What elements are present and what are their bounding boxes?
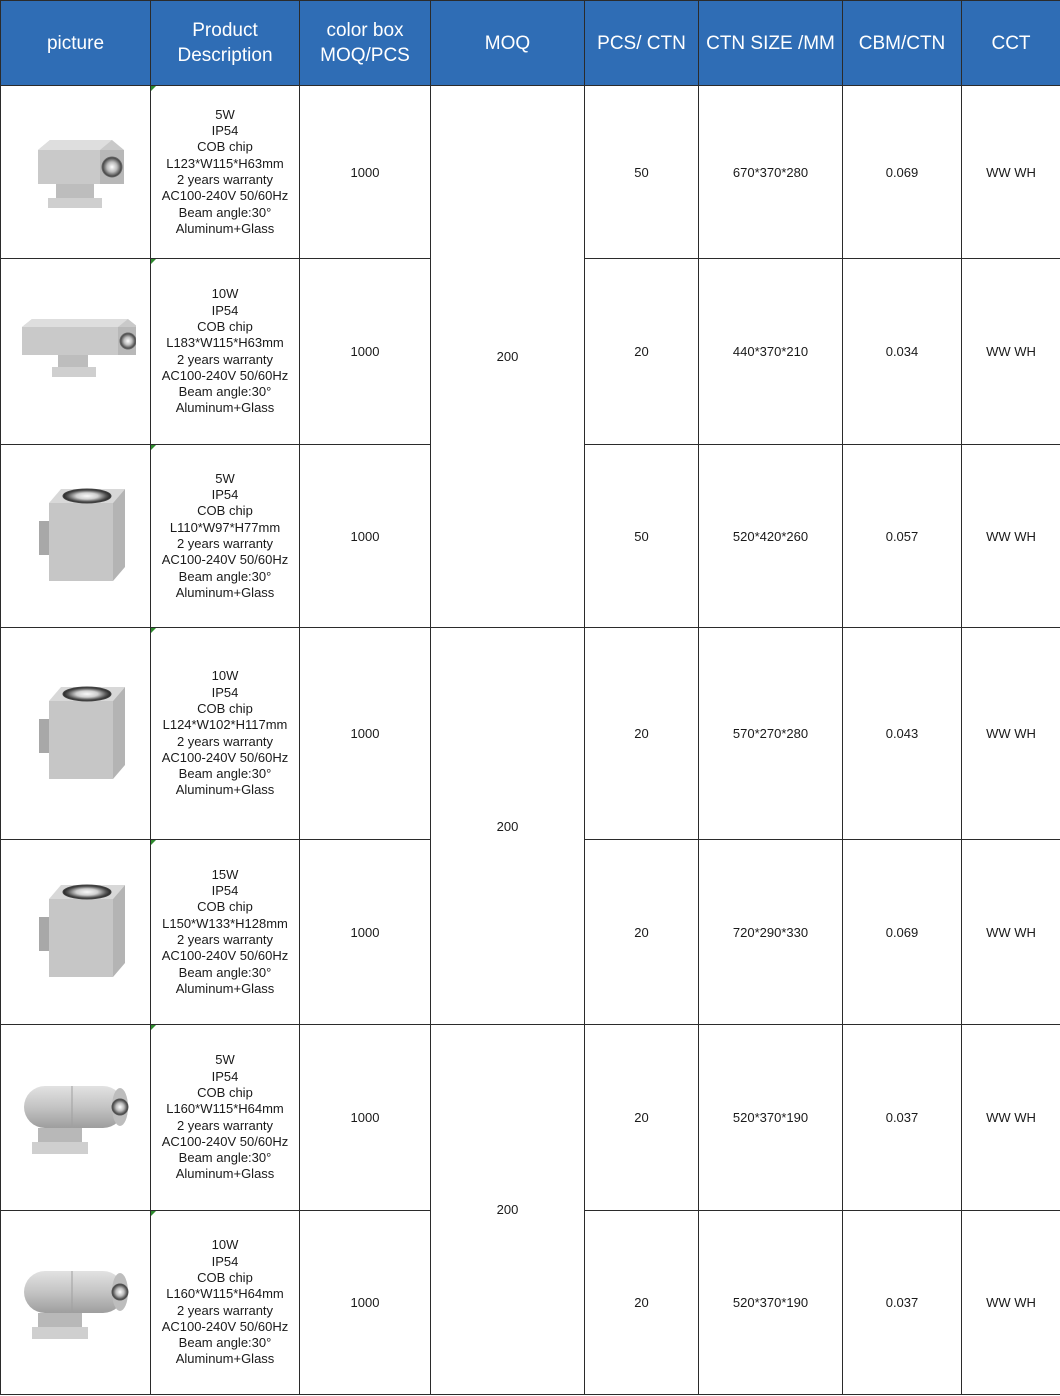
description-line: AC100-240V 50/60Hz xyxy=(161,749,289,765)
color-box-moq-cell: 1000 xyxy=(300,840,431,1025)
description-lines xyxy=(151,286,299,416)
description-line: L160*W115*H64mm xyxy=(166,1101,284,1117)
description-line: 10W xyxy=(211,668,239,684)
product-description-cell xyxy=(151,1211,300,1395)
header-picture-label: picture xyxy=(46,32,105,54)
product-row xyxy=(1,628,1060,840)
header-color-box-line-1: color box xyxy=(326,20,404,41)
pcs-ctn-cell: 20 xyxy=(585,1025,699,1211)
cbm-ctn-cell: 0.069 xyxy=(843,840,962,1025)
header-color-box-line-2: MOQ/PCS xyxy=(320,45,410,66)
ctn-size-cell: 520*370*190 xyxy=(699,1025,843,1211)
cbm-ctn-cell: 0.043 xyxy=(843,628,962,840)
product-row xyxy=(1,86,1060,259)
description-line: IP54 xyxy=(211,684,239,700)
product-picture-cell xyxy=(1,259,151,445)
description-line: Aluminum+Glass xyxy=(175,400,275,416)
header-moq-label: MOQ xyxy=(484,32,531,54)
description-line: L160*W115*H64mm xyxy=(166,1286,284,1302)
header-ctn-label: CTN SIZE /MM xyxy=(706,32,835,54)
description-line: 5W xyxy=(215,470,235,486)
cct-cell: WW WH xyxy=(962,445,1060,628)
color-box-moq-cell: 1000 xyxy=(300,1211,431,1395)
description-line: AC100-240V 50/60Hz xyxy=(161,1133,289,1149)
description-line: Beam angle:30° xyxy=(178,1150,272,1166)
header-pcs-ctn xyxy=(585,1,699,86)
description-line: COB chip xyxy=(197,318,253,334)
description-lines xyxy=(151,107,299,237)
ctn-size-cell: 520*370*190 xyxy=(699,1211,843,1395)
header-row xyxy=(1,1,1060,86)
header-description-line-2: Description xyxy=(177,45,273,66)
description-line: 15W xyxy=(211,866,239,882)
header-description-line-1: Product xyxy=(192,20,258,41)
header-cbm-label: CBM/CTN xyxy=(858,32,946,54)
description-line: Aluminum+Glass xyxy=(175,1166,275,1182)
product-description-cell xyxy=(151,259,300,445)
comment-marker xyxy=(151,86,156,91)
description-line: L183*W115*H63mm xyxy=(166,335,284,351)
pcs-ctn-cell: 50 xyxy=(585,86,699,259)
description-line: IP54 xyxy=(211,883,239,899)
color-box-moq-cell: 1000 xyxy=(300,259,431,445)
pcs-ctn-cell: 20 xyxy=(585,840,699,1025)
moq-cell: 200 xyxy=(431,86,585,628)
description-lines xyxy=(151,1237,299,1367)
description-line: IP54 xyxy=(211,123,239,139)
pcs-ctn-cell: 20 xyxy=(585,259,699,445)
description-line: Aluminum+Glass xyxy=(175,1351,275,1367)
description-line: 2 years warranty xyxy=(176,733,274,749)
description-line: Aluminum+Glass xyxy=(175,220,275,236)
cylinder-up-down-wall-light-icon xyxy=(1,1253,150,1353)
description-line: 2 years warranty xyxy=(176,1302,274,1318)
product-description-cell xyxy=(151,840,300,1025)
ctn-size-cell: 520*420*260 xyxy=(699,445,843,628)
description-lines xyxy=(151,867,299,997)
product-picture-cell xyxy=(1,86,151,259)
product-picture-cell xyxy=(1,445,151,628)
ctn-size-cell: 720*290*330 xyxy=(699,840,843,1025)
description-line: AC100-240V 50/60Hz xyxy=(161,552,289,568)
description-line: L123*W115*H63mm xyxy=(166,155,284,171)
description-line: Beam angle:30° xyxy=(178,384,272,400)
product-description-cell xyxy=(151,1025,300,1211)
header-pcs-label: PCS/ CTN xyxy=(597,32,686,54)
description-line: Aluminum+Glass xyxy=(175,980,275,996)
cbm-ctn-cell: 0.057 xyxy=(843,445,962,628)
description-lines xyxy=(151,1052,299,1182)
comment-marker xyxy=(151,840,156,845)
description-line: Beam angle:30° xyxy=(178,766,272,782)
description-line: Beam angle:30° xyxy=(178,204,272,220)
description-line: 5W xyxy=(215,106,235,122)
color-box-moq-cell: 1000 xyxy=(300,86,431,259)
description-line: 2 years warranty xyxy=(176,1117,274,1133)
cct-cell: WW WH xyxy=(962,86,1060,259)
description-line: IP54 xyxy=(211,302,239,318)
cct-cell: WW WH xyxy=(962,1025,1060,1211)
description-line: L110*W97*H77mm xyxy=(169,519,281,535)
square-cube-wall-light-icon xyxy=(1,679,150,789)
square-cube-wall-light-icon xyxy=(1,877,150,987)
color-box-moq-cell: 1000 xyxy=(300,445,431,628)
header-picture xyxy=(1,1,151,86)
description-line: AC100-240V 50/60Hz xyxy=(161,1318,289,1334)
description-line: COB chip xyxy=(197,899,253,915)
color-box-moq-cell: 1000 xyxy=(300,628,431,840)
description-line: COB chip xyxy=(197,503,253,519)
pcs-ctn-cell: 50 xyxy=(585,445,699,628)
cct-cell: WW WH xyxy=(962,628,1060,840)
cbm-ctn-cell: 0.037 xyxy=(843,1211,962,1395)
description-line: 2 years warranty xyxy=(176,172,274,187)
product-picture-cell xyxy=(1,1211,151,1395)
description-line: Aluminum+Glass xyxy=(175,584,275,600)
ctn-size-cell: 670*370*280 xyxy=(699,86,843,259)
cylinder-up-down-wall-light-icon xyxy=(1,1068,150,1168)
header-cbm-ctn xyxy=(843,1,962,86)
comment-marker xyxy=(151,628,156,633)
product-picture-cell xyxy=(1,840,151,1025)
product-row xyxy=(1,1025,1060,1211)
comment-marker xyxy=(151,1211,156,1216)
description-line: 2 years warranty xyxy=(176,351,274,367)
product-description-cell xyxy=(151,86,300,259)
description-line: 10W xyxy=(211,286,239,302)
product-picture-cell xyxy=(1,628,151,840)
color-box-moq-cell: 1000 xyxy=(300,1025,431,1211)
description-line: COB chip xyxy=(197,1084,253,1100)
moq-cell: 200 xyxy=(431,1025,585,1395)
description-line: Aluminum+Glass xyxy=(175,782,275,798)
product-picture-cell xyxy=(1,1025,151,1211)
header-cct-label: CCT xyxy=(991,32,1031,54)
cct-cell: WW WH xyxy=(962,840,1060,1025)
description-line: 5W xyxy=(215,1052,235,1068)
description-line: Beam angle:30° xyxy=(178,568,272,584)
comment-marker xyxy=(151,445,156,450)
description-line: 2 years warranty xyxy=(176,932,274,947)
description-line: COB chip xyxy=(197,1269,253,1285)
description-line: COB chip xyxy=(197,700,253,716)
header-color-box-moq xyxy=(300,1,431,86)
description-line: Beam angle:30° xyxy=(178,1335,272,1351)
square-cube-wall-light-icon xyxy=(1,481,150,591)
header-moq xyxy=(431,1,585,86)
comment-marker xyxy=(151,1025,156,1030)
ctn-size-cell: 440*370*210 xyxy=(699,259,843,445)
header-description xyxy=(151,1,300,86)
rectangular-up-down-wall-light-icon xyxy=(1,122,150,222)
description-line: IP54 xyxy=(211,1253,239,1269)
description-line: AC100-240V 50/60Hz xyxy=(161,188,289,204)
description-line: IP54 xyxy=(211,1068,239,1084)
long-rectangular-wall-light-icon xyxy=(1,307,150,397)
description-line: 10W xyxy=(211,1237,239,1253)
description-lines xyxy=(151,471,299,601)
ctn-size-cell: 570*270*280 xyxy=(699,628,843,840)
description-line: COB chip xyxy=(197,139,253,155)
description-line: L150*W133*H128mm xyxy=(162,915,288,931)
product-description-cell xyxy=(151,628,300,840)
cbm-ctn-cell: 0.069 xyxy=(843,86,962,259)
pcs-ctn-cell: 20 xyxy=(585,628,699,840)
description-line: Beam angle:30° xyxy=(178,964,272,980)
moq-cell: 200 xyxy=(431,628,585,1025)
description-line: IP54 xyxy=(211,487,239,503)
description-line: AC100-240V 50/60Hz xyxy=(161,367,289,383)
cbm-ctn-cell: 0.034 xyxy=(843,259,962,445)
cct-cell: WW WH xyxy=(962,1211,1060,1395)
comment-marker xyxy=(151,259,156,264)
header-cct xyxy=(962,1,1060,86)
header-ctn-size xyxy=(699,1,843,86)
cct-cell: WW WH xyxy=(962,259,1060,445)
description-line: 2 years warranty xyxy=(176,536,274,551)
product-description-cell xyxy=(151,445,300,628)
cbm-ctn-cell: 0.037 xyxy=(843,1025,962,1211)
description-lines xyxy=(151,668,299,798)
pcs-ctn-cell: 20 xyxy=(585,1211,699,1395)
description-line: L124*W102*H117mm xyxy=(162,717,288,733)
description-line: AC100-240V 50/60Hz xyxy=(161,948,289,964)
